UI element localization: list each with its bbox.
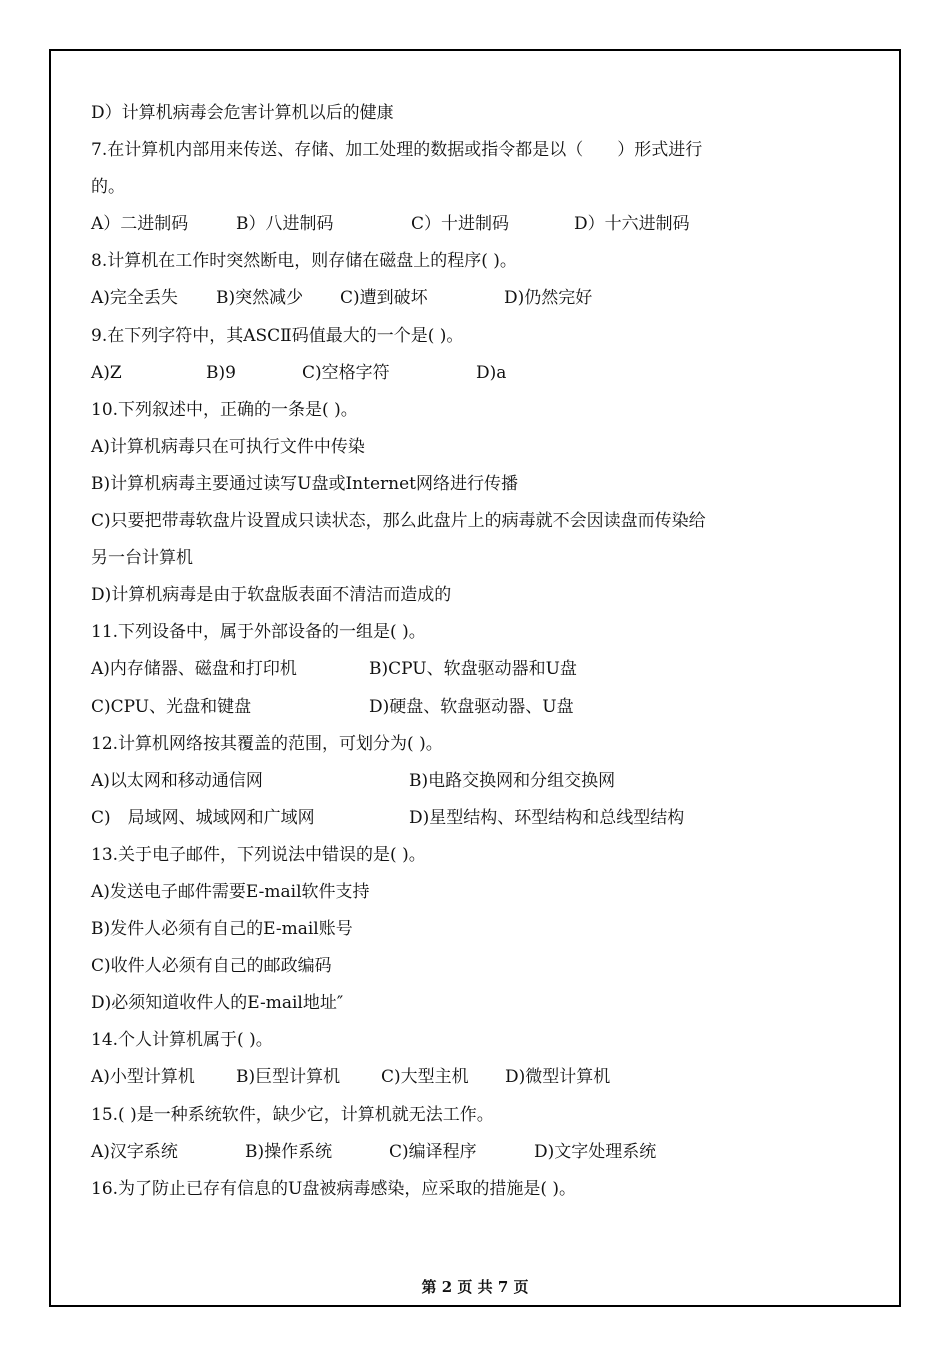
option: D）十六进制码 [574, 214, 690, 235]
option: A)汉字系统 [91, 1141, 178, 1162]
option: A）二进制码 [91, 214, 189, 235]
option: A)完全丢失 [91, 288, 178, 309]
option: D)文字处理系统 [534, 1141, 657, 1162]
question-12: 12.计算机网络按其覆盖的范围，可划分为( )。 [91, 733, 443, 754]
option: D)微型计算机 [505, 1067, 611, 1088]
options-row [91, 206, 871, 243]
option: B)巨型计算机 [236, 1067, 341, 1088]
question-14: 14.个人计算机属于( )。 [91, 1030, 273, 1051]
option: D)a [476, 362, 507, 383]
option: A)Z [91, 362, 122, 383]
option: C)空格字符 [302, 362, 390, 383]
option: D)星型结构、环型结构和总线型结构 [409, 807, 685, 828]
question-8: 8.计算机在工作时突然断电，则存储在磁盘上的程序( )。 [91, 251, 517, 272]
question-11: 11.下列设备中，属于外部设备的一组是( )。 [91, 622, 426, 643]
text-line: D)必须知道收件人的E-mail地址″ [91, 993, 344, 1014]
option: B)突然减少 [216, 288, 304, 309]
option: B)CPU、软盘驱动器和U盘 [369, 659, 577, 680]
option: C)CPU、光盘和键盘 [91, 696, 252, 717]
option: B)操作系统 [245, 1141, 333, 1162]
document-content [91, 95, 871, 1208]
text-line: B)发件人必须有自己的E-mail账号 [91, 919, 353, 940]
question-7: 7.在计算机内部用来传送、存储、加工处理的数据或指令都是以（ ）形式进行 [91, 140, 703, 161]
text-line: C)收件人必须有自己的邮政编码 [91, 956, 332, 977]
page-frame [49, 49, 901, 1307]
options-row [91, 689, 871, 726]
text-line: B)计算机病毒主要通过读写U盘或Internet网络进行传播 [91, 473, 518, 494]
question-13: 13.关于电子邮件，下列说法中错误的是( )。 [91, 844, 426, 865]
text-line: 的。 [91, 177, 125, 198]
option: C)遭到破坏 [340, 288, 428, 309]
options-row [91, 763, 871, 800]
option: D)仍然完好 [504, 288, 593, 309]
text-line: A)计算机病毒只在可执行文件中传染 [91, 436, 365, 457]
option: A)小型计算机 [91, 1067, 195, 1088]
option: B）八进制码 [236, 214, 334, 235]
question-15: 15.( )是一种系统软件，缺少它，计算机就无法工作。 [91, 1104, 494, 1125]
option: A)内存储器、磁盘和打印机 [91, 659, 297, 680]
text-line: D）计算机病毒会危害计算机以后的健康 [91, 103, 394, 123]
option: B)电路交换网和分组交换网 [409, 770, 616, 791]
text-line: D)计算机病毒是由于软盘版表面不清洁而造成的 [91, 585, 452, 606]
options-row [91, 1059, 871, 1096]
options-row [91, 1134, 871, 1171]
options-row [91, 355, 871, 392]
text-line: 另一台计算机 [91, 548, 193, 569]
text-line: A)发送电子邮件需要E-mail软件支持 [91, 881, 370, 902]
text-line: C)只要把带毒软盘片设置成只读状态，那么此盘片上的病毒就不会因读盘而传染给 [91, 511, 706, 532]
option: C)编译程序 [389, 1141, 477, 1162]
option: A)以太网和移动通信网 [91, 770, 263, 791]
option: B)9 [206, 362, 236, 383]
question-9: 9.在下列字符中，其ASCⅡ码值最大的一个是( )。 [91, 325, 464, 346]
options-row [91, 651, 871, 688]
option: D)硬盘、软盘驱动器、U盘 [369, 696, 574, 717]
option: C)大型主机 [381, 1067, 469, 1088]
question-10: 10.下列叙述中，正确的一条是( )。 [91, 399, 358, 420]
question-16: 16.为了防止已存有信息的U盘被病毒感染，应采取的措施是( )。 [91, 1178, 577, 1199]
option: C) 局域网、城域网和广域网 [91, 807, 315, 828]
option: C）十进制码 [411, 214, 510, 235]
page-footer: 第 2 页 共 7 页 [421, 1278, 529, 1296]
options-row [91, 800, 871, 837]
options-row [91, 280, 871, 317]
